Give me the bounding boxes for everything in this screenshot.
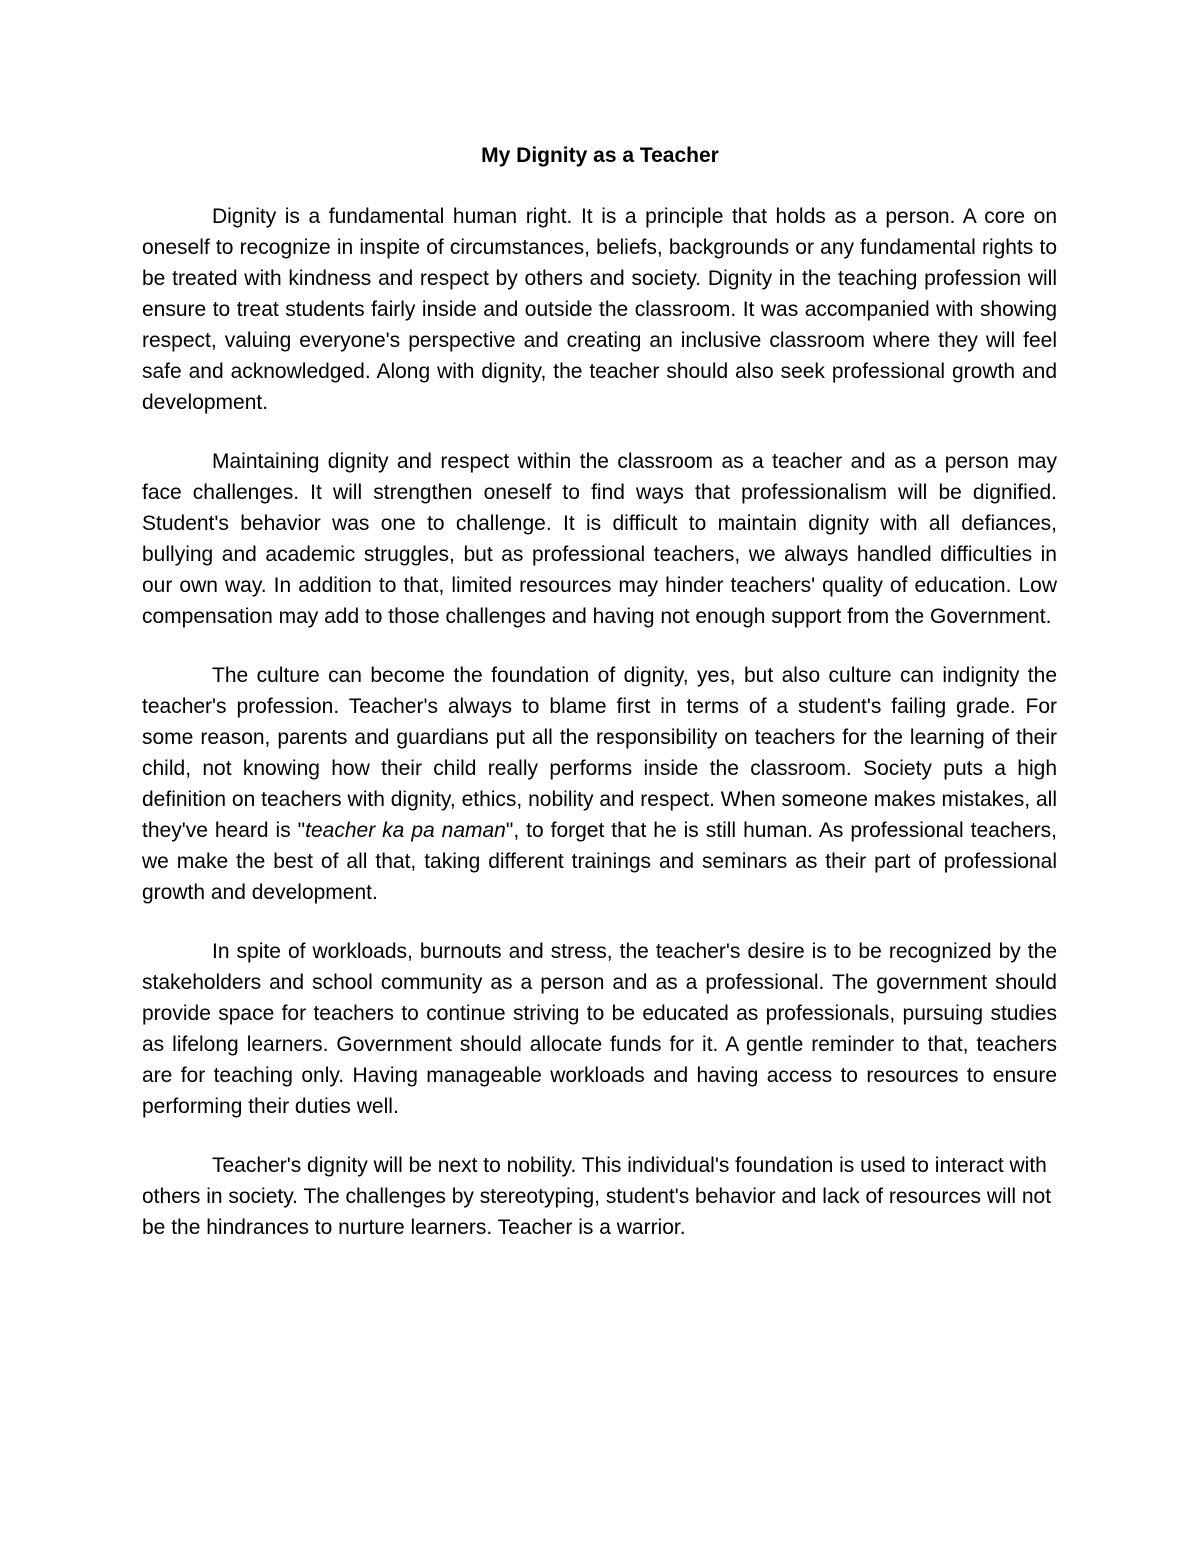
paragraph-3	[142, 660, 1057, 908]
document-title: My Dignity as a Teacher	[481, 144, 719, 167]
paragraph-4: In spite of workloads, burnouts and stress, the teacher's desire is to be recognized by the stakeholders and school community as a person and as a professional. The government should provide space for teachers to continue striving to be educated as professionals, pursuing studies as lifelong learners. Government should allocate funds for it. A gentle reminder to that, teachers are for teaching only. Having manageable workloads and having access to resources to ensure performing their duties well.	[142, 940, 1057, 1118]
paragraph-5: Teacher's dignity will be next to nobility. This individual's foundation is used to interact with others in society. The challenges by stereotyping, student's behavior and lack of resources will not be the hindrances to nurture learners. Teacher is a warrior.	[142, 1154, 1052, 1239]
paragraph-2: Maintaining dignity and respect within the classroom as a teacher and as a person may face challenges. It will strengthen oneself to find ways that professionalism will be dignified. Student's behavior was one to challenge. It is difficult to maintain dignity with all defiances, bullying and academic struggles, but as professional teachers, we always handled difficulties in our own way. In addition to that, limited resources may hinder teachers' quality of education. Low compensation may add to those challenges and having not enough support from the Government.	[142, 450, 1057, 628]
document-body	[142, 201, 1057, 1271]
paragraph-3-text-before: The culture can become the foundation of dignity, yes, but also culture can indignity the teacher's profession. Teacher's always to blame first in terms of a student's failing grade. For some reason, parents and guardians put all the responsibility on teachers for the learning of their child, not knowing how their child really performs inside the classroom. Society puts a high definition on teachers with dignity, ethics, nobility and respect. When someone makes mistakes, all they've heard is "	[142, 664, 1057, 842]
paragraph-3-text-after: ", to forget that he is still human. As professional teachers, we make the best of all that, taking different trainings and seminars as their part of professional growth and development.	[142, 819, 1057, 904]
paragraph-3-italic-phrase: teacher ka pa naman	[305, 819, 506, 842]
paragraph-1: Dignity is a fundamental human right. It is a principle that holds as a person. A core on oneself to recognize in inspite of circumstances, beliefs, backgrounds or any fundamental rights to be treated with kindness and respect by others and society. Dignity in the teaching profession will ensure to treat students fairly inside and outside the classroom. It was accompanied with showing respect, valuing everyone's perspective and creating an inclusive classroom where they will feel safe and acknowledged. Along with dignity, the teacher should also seek professional growth and development.	[142, 205, 1057, 414]
